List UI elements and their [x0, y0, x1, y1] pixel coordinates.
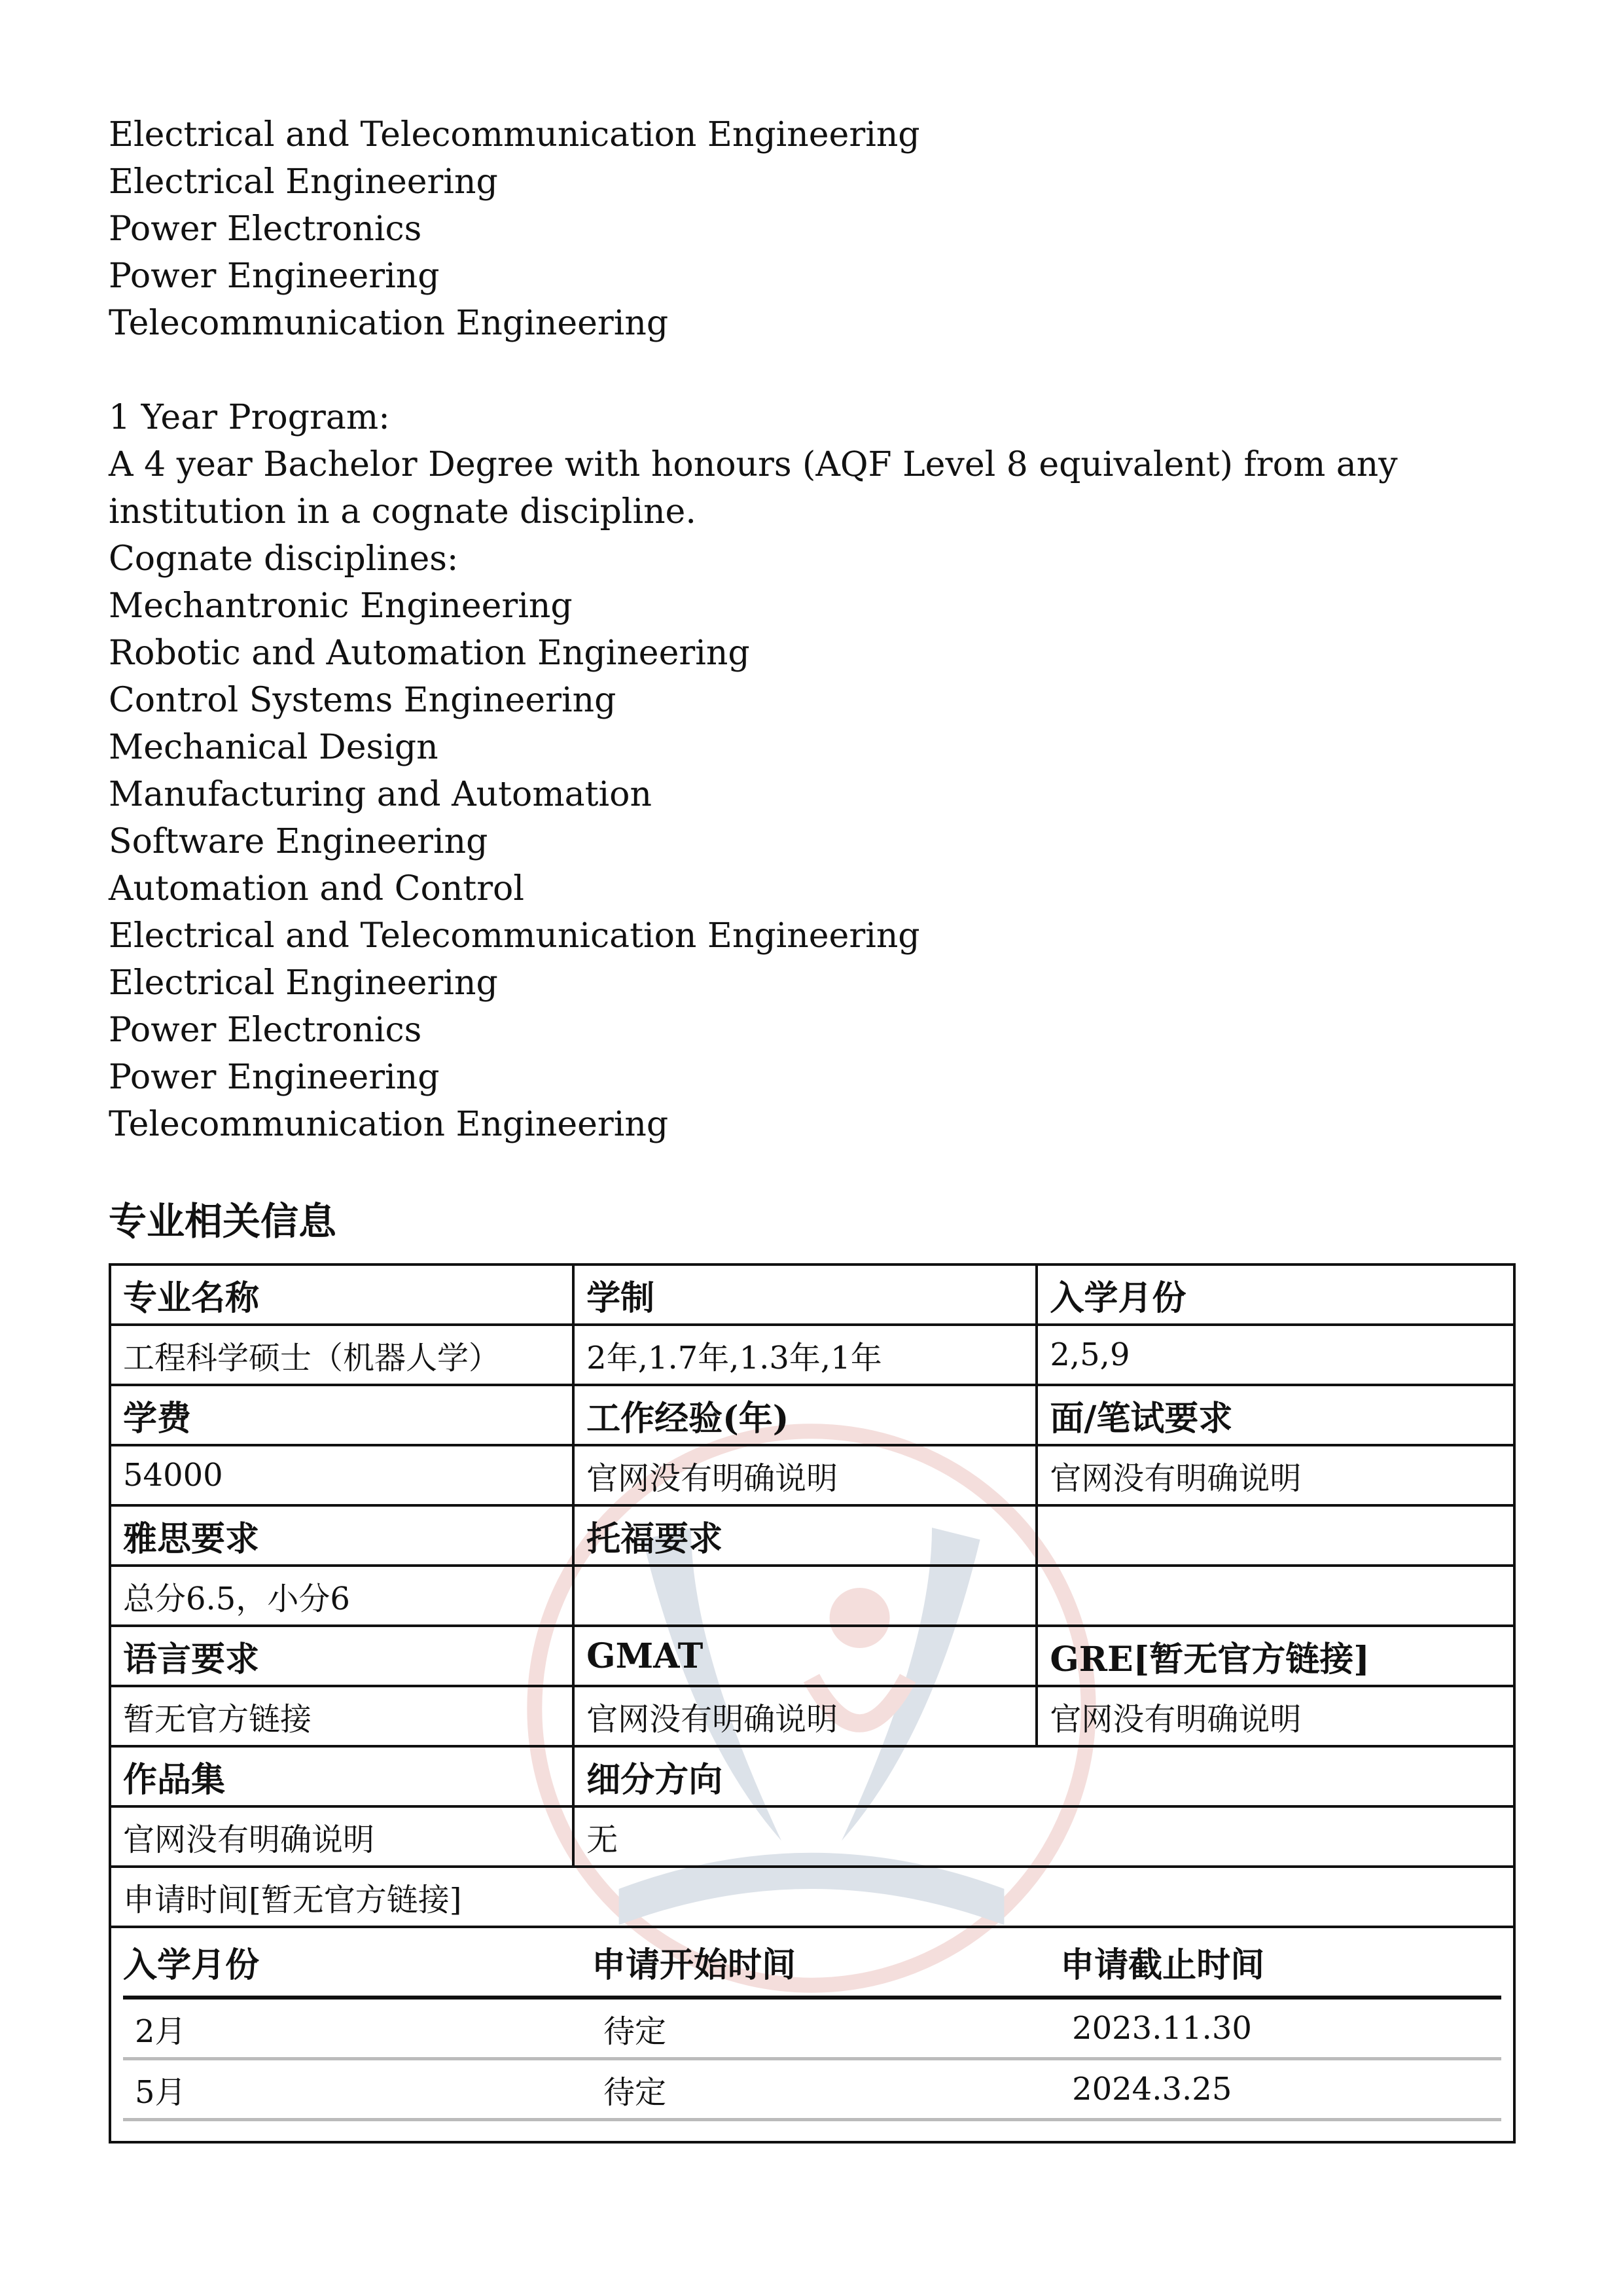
cognate-heading: Cognate disciplines:: [109, 539, 459, 579]
schedule-intake: 2月: [123, 1998, 592, 2059]
intro-line: Power Engineering: [109, 257, 440, 296]
gre-value: 官网没有明确说明: [1037, 1686, 1514, 1746]
schedule-start: 待定: [592, 2059, 1060, 2120]
subdirection-label: 细分方向: [573, 1746, 1514, 1806]
table-row: [123, 2059, 1501, 2120]
cognate-item: Telecommunication Engineering: [109, 1105, 669, 1144]
application-time-label: 申请时间[暂无官方链接]: [110, 1867, 1514, 1927]
major-name-value: 工程科学硕士（机器人学）: [110, 1325, 573, 1385]
duration-label: 学制: [573, 1265, 1037, 1325]
intro-line: Power Electronics: [109, 209, 422, 249]
schedule-header-deadline: 申请截止时间: [1060, 1928, 1501, 1998]
program-info-table: [109, 1263, 1516, 2144]
gmat-label: GMAT: [573, 1626, 1037, 1686]
interview-value: 官网没有明确说明: [1037, 1445, 1514, 1505]
portfolio-value: 官网没有明确说明: [110, 1806, 573, 1867]
language-value: 暂无官方链接: [110, 1686, 573, 1746]
document-body: [109, 111, 1514, 2144]
cognate-item: Electrical Engineering: [109, 963, 498, 1003]
toefl-label: 托福要求: [573, 1505, 1037, 1566]
schedule-deadline: 2024.3.25: [1060, 2059, 1501, 2120]
program-requirement: A 4 year Bachelor Degree with honours (AQF Level 8 equivalent) from any institution in a cognate discipline.: [109, 445, 1398, 531]
cognate-item: Robotic and Automation Engineering: [109, 634, 750, 673]
schedule-container: [110, 1927, 1514, 2142]
toefl-value: [573, 1566, 1037, 1626]
section-title: 专业相关信息: [109, 1199, 337, 1244]
major-name-label: 专业名称: [110, 1265, 573, 1325]
cognate-item: Manufacturing and Automation: [109, 775, 652, 814]
intro-line: Telecommunication Engineering: [109, 304, 669, 343]
subdirection-value: 无: [573, 1806, 1514, 1867]
schedule-header-start: 申请开始时间: [592, 1928, 1060, 1998]
cognate-list: [109, 583, 1514, 1148]
cognate-item: Power Electronics: [109, 1011, 422, 1050]
cognate-item: Software Engineering: [109, 822, 488, 861]
tuition-label: 学费: [110, 1385, 573, 1445]
intake-value: 2,5,9: [1037, 1325, 1514, 1385]
schedule-start: 待定: [592, 1998, 1060, 2059]
intake-label: 入学月份: [1037, 1265, 1514, 1325]
work-experience-label: 工作经验(年): [573, 1385, 1037, 1445]
intro-line: Electrical Engineering: [109, 162, 498, 202]
empty-cell: [1037, 1505, 1514, 1566]
cognate-item: Electrical and Telecommunication Engineering: [109, 916, 920, 956]
duration-value: 2年,1.7年,1.3年,1年: [573, 1325, 1037, 1385]
schedule-header-intake: 入学月份: [123, 1928, 592, 1998]
cognate-item: Automation and Control: [109, 869, 524, 908]
ielts-label: 雅思要求: [110, 1505, 573, 1566]
cognate-item: Mechanical Design: [109, 728, 438, 767]
empty-cell: [1037, 1566, 1514, 1626]
gmat-value: 官网没有明确说明: [573, 1686, 1037, 1746]
portfolio-label: 作品集: [110, 1746, 573, 1806]
table-row: [123, 1998, 1501, 2059]
cognate-item: Power Engineering: [109, 1058, 440, 1097]
gre-label: GRE[暂无官方链接]: [1037, 1626, 1514, 1686]
intro-list: [109, 111, 1514, 347]
intro-line: Electrical and Telecommunication Engineering: [109, 115, 920, 154]
cognate-item: Mechantronic Engineering: [109, 586, 573, 626]
schedule-deadline: 2023.11.30: [1060, 1998, 1501, 2059]
ielts-value: 总分6.5，小分6: [110, 1566, 573, 1626]
schedule-intake: 5月: [123, 2059, 592, 2120]
interview-label: 面/笔试要求: [1037, 1385, 1514, 1445]
cognate-item: Control Systems Engineering: [109, 681, 616, 720]
application-schedule-table: [123, 1928, 1501, 2121]
work-experience-value: 官网没有明确说明: [573, 1445, 1037, 1505]
program-heading: 1 Year Program:: [109, 398, 390, 437]
language-label: 语言要求: [110, 1626, 573, 1686]
tuition-value: 54000: [110, 1445, 573, 1505]
